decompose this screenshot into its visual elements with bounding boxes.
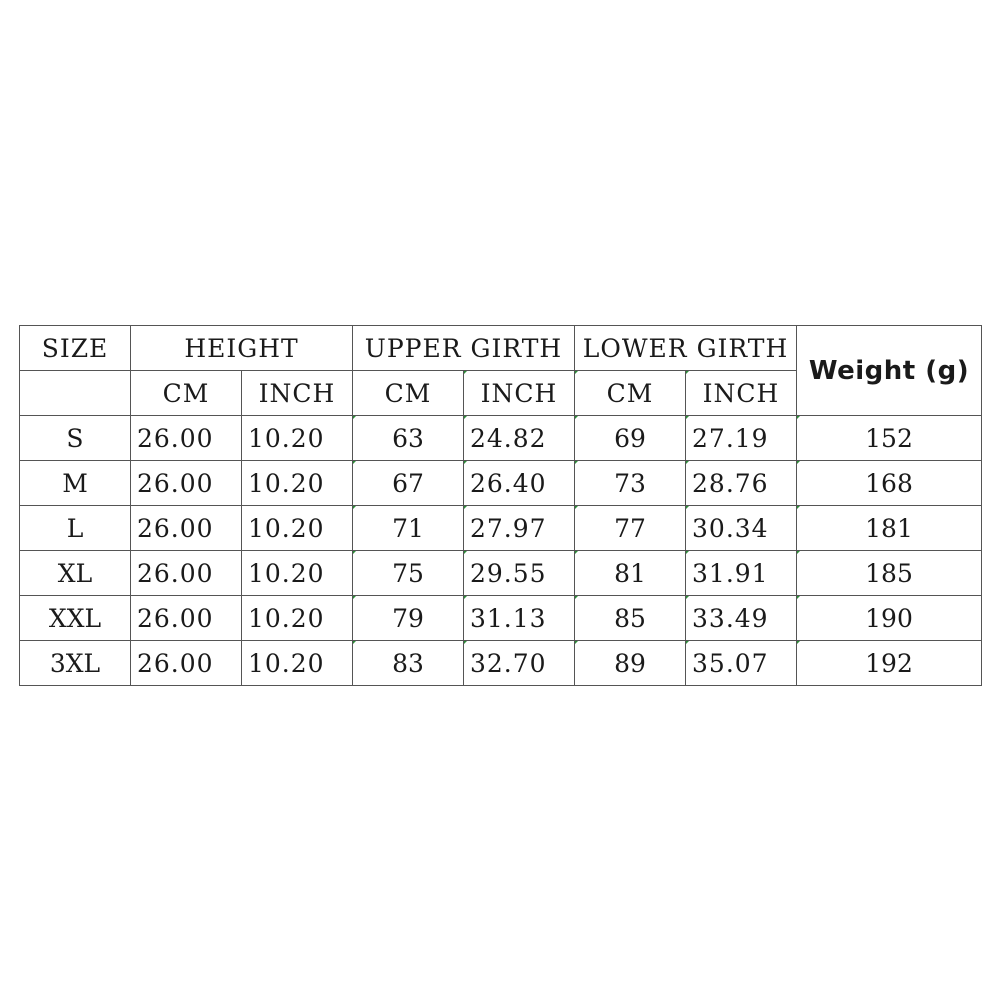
header-row <box>20 326 982 371</box>
subheader-blank <box>20 371 131 416</box>
cell-upper-cm: 83 <box>353 641 464 686</box>
cell-upper-cm: 71 <box>353 506 464 551</box>
table-row <box>20 461 982 506</box>
subheader-height-cm: CM <box>131 371 242 416</box>
cell-height-inch: 10.20 <box>242 461 353 506</box>
table-row <box>20 551 982 596</box>
cell-upper-cm: 79 <box>353 596 464 641</box>
cell-height-inch: 10.20 <box>242 551 353 596</box>
table-row <box>20 596 982 641</box>
table-row <box>20 416 982 461</box>
cell-height-cm: 26.00 <box>131 416 242 461</box>
cell-upper-inch: 24.82 <box>464 416 575 461</box>
header-lower-girth: LOWER GIRTH <box>575 326 797 371</box>
cell-lower-cm: 69 <box>575 416 686 461</box>
subheader-upper-cm: CM <box>353 371 464 416</box>
subheader-height-inch: INCH <box>242 371 353 416</box>
cell-weight: 181 <box>797 506 982 551</box>
cell-lower-cm: 77 <box>575 506 686 551</box>
cell-lower-inch: 35.07 <box>686 641 797 686</box>
cell-lower-inch: 31.91 <box>686 551 797 596</box>
cell-upper-inch: 31.13 <box>464 596 575 641</box>
cell-lower-inch: 30.34 <box>686 506 797 551</box>
cell-height-cm: 26.00 <box>131 641 242 686</box>
cell-weight: 190 <box>797 596 982 641</box>
cell-upper-cm: 67 <box>353 461 464 506</box>
cell-upper-cm: 75 <box>353 551 464 596</box>
cell-upper-cm: 63 <box>353 416 464 461</box>
size-chart-body <box>20 326 982 686</box>
cell-upper-inch: 26.40 <box>464 461 575 506</box>
cell-weight: 192 <box>797 641 982 686</box>
cell-upper-inch: 27.97 <box>464 506 575 551</box>
cell-height-cm: 26.00 <box>131 551 242 596</box>
cell-lower-cm: 73 <box>575 461 686 506</box>
cell-lower-inch: 28.76 <box>686 461 797 506</box>
cell-size: S <box>20 416 131 461</box>
cell-weight: 185 <box>797 551 982 596</box>
subheader-upper-inch: INCH <box>464 371 575 416</box>
subheader-lower-inch: INCH <box>686 371 797 416</box>
cell-upper-inch: 29.55 <box>464 551 575 596</box>
cell-weight: 168 <box>797 461 982 506</box>
header-weight: Weight (g) <box>797 326 982 416</box>
cell-size: XL <box>20 551 131 596</box>
cell-height-cm: 26.00 <box>131 461 242 506</box>
cell-size: M <box>20 461 131 506</box>
cell-height-inch: 10.20 <box>242 416 353 461</box>
cell-size: XXL <box>20 596 131 641</box>
cell-height-inch: 10.20 <box>242 506 353 551</box>
cell-height-inch: 10.20 <box>242 596 353 641</box>
table-row <box>20 641 982 686</box>
cell-height-inch: 10.20 <box>242 641 353 686</box>
cell-lower-cm: 85 <box>575 596 686 641</box>
cell-weight: 152 <box>797 416 982 461</box>
header-size: SIZE <box>20 326 131 371</box>
cell-lower-cm: 81 <box>575 551 686 596</box>
header-upper-girth: UPPER GIRTH <box>353 326 575 371</box>
cell-lower-inch: 27.19 <box>686 416 797 461</box>
size-chart-table <box>19 325 982 686</box>
cell-lower-inch: 33.49 <box>686 596 797 641</box>
table-row <box>20 506 982 551</box>
cell-lower-cm: 89 <box>575 641 686 686</box>
subheader-lower-cm: CM <box>575 371 686 416</box>
cell-height-cm: 26.00 <box>131 596 242 641</box>
cell-height-cm: 26.00 <box>131 506 242 551</box>
cell-size: L <box>20 506 131 551</box>
cell-size: 3XL <box>20 641 131 686</box>
header-height: HEIGHT <box>131 326 353 371</box>
cell-upper-inch: 32.70 <box>464 641 575 686</box>
